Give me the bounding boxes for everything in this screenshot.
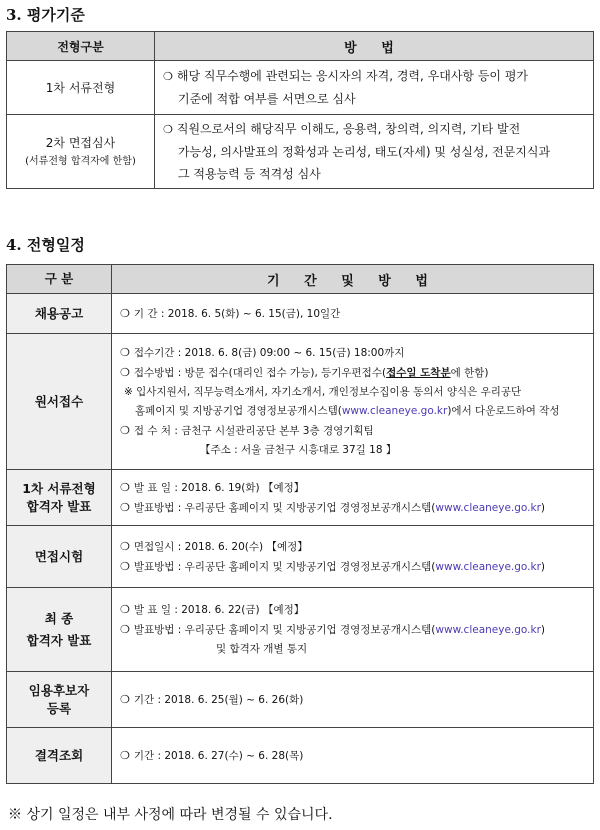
row-content: ❍ 기 간 : 2018. 6. 5(화) ~ 6. 15(금), 10일간: [112, 294, 594, 334]
table-row: [7, 526, 594, 588]
table-header-row: [7, 32, 594, 61]
bullet-icon: ❍: [120, 748, 130, 762]
schedule-footnote: ※ 상기 일정은 내부 사정에 따라 변경될 수 있습니다.: [8, 807, 333, 823]
cleaneye-link[interactable]: www.cleaneye.go.kr: [435, 624, 541, 636]
row-sublabel: (서류전형 합격자에 한함): [25, 156, 136, 167]
row-content: ❍ 접수기간 : 2018. 6. 8(금) 09:00 ~ 6. 15(금) 18:00까지 ❍ 접수방법 : 방문 접수(대리인 접수 가능), 등기우편접수(접수일 도착분에 한함) ※ 입사지원서, 직무능력소개서, 자기소개서, 개인정보수집이용 동의서 양식은 우리공단 홈페이지 및 지방공기업 경영정보공개시스템(www.cleaneye.go.kr)에서 다운로드하여 작성 ❍ 접 수 처 : 금천구 시설관리공단 본부 3층 경영기획팀 【주소 : 서울 금천구 시흥대로 37길 18 】: [112, 334, 594, 470]
section-4-title: 4. 전형일정: [6, 236, 85, 254]
row-label: 2차 면접심사 (서류전형 합격자에 한함): [7, 115, 155, 189]
row-content: ❍ 면접일시 : 2018. 6. 20(수) 【예정】 ❍ 발표방법 : 우리공단 홈페이지 및 지방공기업 경영정보공개시스템(www.cleaneye.go.kr): [112, 526, 594, 588]
row-label: 최 종 합격자 발표: [7, 588, 112, 672]
cleaneye-link[interactable]: www.cleaneye.go.kr: [435, 560, 541, 573]
cleaneye-link[interactable]: www.cleaneye.go.kr: [341, 405, 448, 417]
table-row: [7, 672, 594, 728]
row-label: 결격조회: [7, 728, 112, 784]
table-row: [7, 470, 594, 526]
table-row: [7, 334, 594, 470]
row-content: ❍ 기간 : 2018. 6. 27(수) ~ 6. 28(목): [112, 728, 594, 784]
bullet-icon: ❍: [120, 306, 130, 320]
cleaneye-link[interactable]: www.cleaneye.go.kr: [435, 501, 541, 514]
header-category: 구 분: [7, 265, 112, 294]
row-content: ❍ 해당 직무수행에 관련되는 응시자의 자격, 경력, 우대사항 등이 평가 기준에 적합 여부를 서면으로 심사: [155, 61, 594, 115]
schedule-table: [6, 264, 594, 784]
row-content: ❍ 발 표 일 : 2018. 6. 19(화) 【예정】 ❍ 발표방법 : 우리공단 홈페이지 및 지방공기업 경영정보공개시스템(www.cleaneye.go.kr): [112, 470, 594, 526]
row-label: 채용공고: [7, 294, 112, 334]
header-selection-type: 전형구분: [7, 32, 155, 61]
evaluation-criteria-table: [6, 31, 594, 189]
bullet-icon: ❍: [163, 70, 173, 83]
bullet-icon: ❍: [120, 424, 130, 437]
table-row: [7, 294, 594, 334]
bullet-icon: ❍: [120, 623, 130, 636]
section-3-title: 3. 평가기준: [6, 6, 85, 24]
bullet-icon: ❍: [120, 692, 130, 706]
table-row: [7, 728, 594, 784]
table-row: [7, 61, 594, 115]
row-label: 임용후보자 등록: [7, 672, 112, 728]
bullet-icon: ❍: [120, 346, 130, 359]
bullet-icon: ❍: [120, 500, 130, 514]
table-row: [7, 588, 594, 672]
table-header-row: [7, 265, 594, 294]
emphasis-text: 접수일 도착분: [386, 367, 451, 379]
bullet-icon: ❍: [120, 559, 130, 573]
row-label: 1차 서류전형 합격자 발표: [7, 470, 112, 526]
row-content: ❍ 발 표 일 : 2018. 6. 22(금) 【예정】 ❍ 발표방법 : 우리공단 홈페이지 및 지방공기업 경영정보공개시스템(www.cleaneye.go.kr) 및 합격자 개별 통지: [112, 588, 594, 672]
header-method: 방 법: [155, 32, 594, 61]
row-label: 면접시험: [7, 526, 112, 588]
row-label: 1차 서류전형: [7, 61, 155, 115]
bullet-icon: ❍: [120, 480, 130, 494]
header-period-method: 기 간 및 방 법: [112, 265, 594, 294]
bullet-icon: ❍: [120, 539, 130, 553]
bullet-icon: ❍: [120, 603, 130, 616]
row-label: 원서접수: [7, 334, 112, 470]
row-content: ❍ 직원으로서의 해당직무 이해도, 응용력, 창의력, 의지력, 기타 발전 가능성, 의사발표의 정확성과 논리성, 태도(자세) 및 성실성, 전문지식과 그 적용능력 등 적격성 심사: [155, 115, 594, 189]
bullet-icon: ❍: [163, 123, 173, 136]
table-row: [7, 115, 594, 189]
row-content: ❍ 기간 : 2018. 6. 25(월) ~ 6. 26(화): [112, 672, 594, 728]
bullet-icon: ❍: [120, 366, 130, 379]
